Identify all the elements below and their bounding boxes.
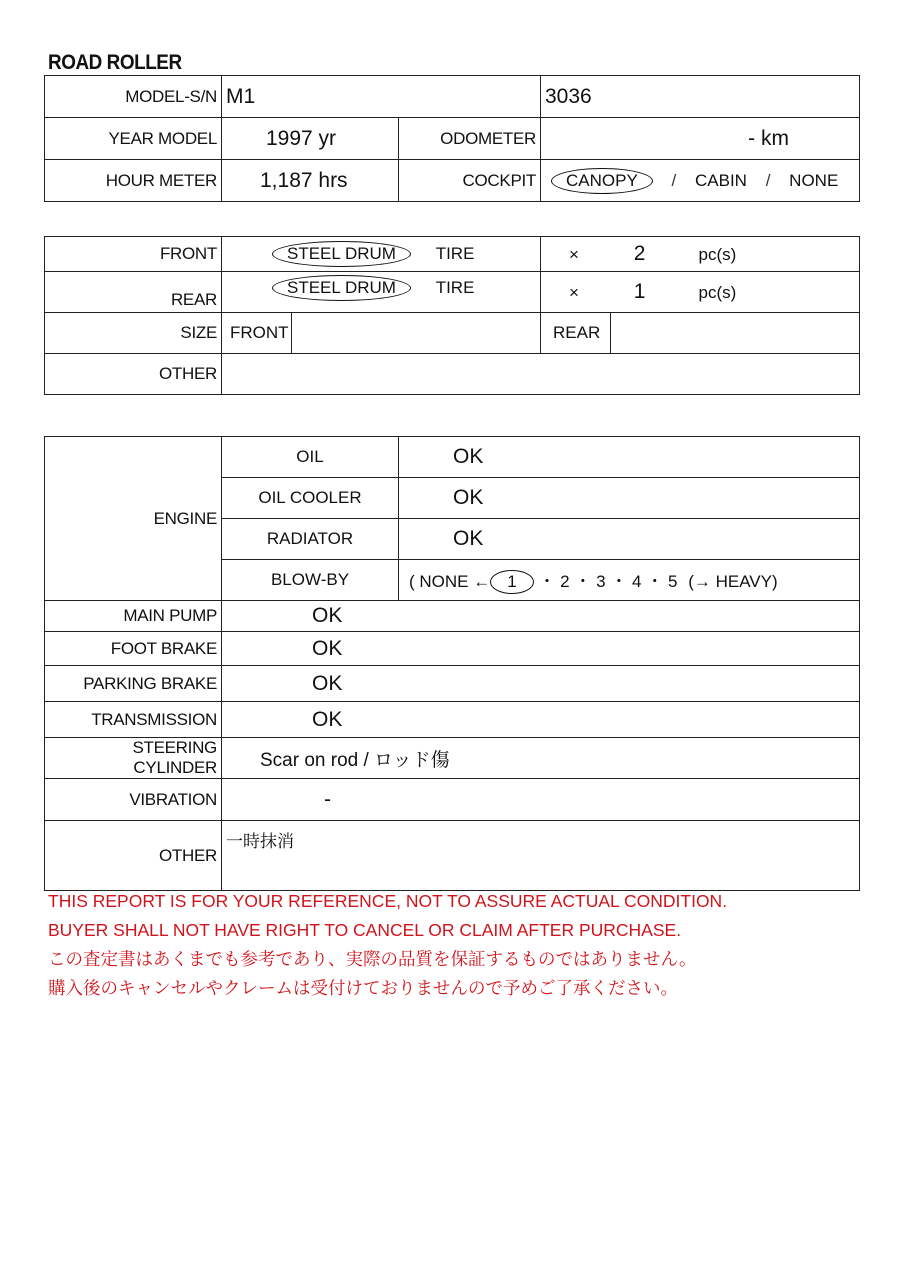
- serial-value: 3036: [541, 76, 860, 118]
- front-label: FRONT: [45, 237, 222, 272]
- blowby-dot: ・: [610, 571, 628, 591]
- front-times: ×: [569, 245, 579, 264]
- cockpit-slash: /: [765, 170, 771, 190]
- transmission-label: TRANSMISSION: [45, 702, 222, 738]
- size-front-value: [292, 313, 541, 354]
- blowby-scale: [399, 560, 860, 601]
- size-label: SIZE: [45, 313, 222, 354]
- model-sn-label: MODEL-S/N: [45, 76, 222, 118]
- hour-meter-label: HOUR METER: [45, 160, 222, 202]
- steering-value: Scar on rod / ロッド傷: [222, 738, 860, 779]
- engine-label: ENGINE: [45, 437, 222, 601]
- cockpit-slash: /: [671, 170, 677, 190]
- vibration-value: -: [222, 779, 860, 821]
- inspection-other-label: OTHER: [45, 821, 222, 891]
- oil-label: OIL: [222, 437, 399, 478]
- rear-count: 1: [633, 280, 646, 303]
- rear-tire-option: TIRE: [435, 278, 475, 297]
- blowby-label: BLOW-BY: [222, 560, 399, 601]
- radiator-value: OK: [399, 519, 860, 560]
- inspection-other-value: 一時抹消: [222, 821, 860, 891]
- blowby-start: ( NONE ←: [409, 571, 491, 591]
- disclaimer-line-3: この査定書はあくまでも参考であり、実際の品質を保証するものではありません。: [48, 949, 697, 969]
- page-title: ROAD ROLLER: [48, 51, 182, 74]
- parking-brake-value: OK: [222, 666, 860, 702]
- tire-other-value: [222, 354, 860, 395]
- odometer-value: - km: [541, 118, 860, 160]
- radiator-label: RADIATOR: [222, 519, 399, 560]
- blowby-dot: ・: [574, 571, 592, 591]
- parking-brake-label: PARKING BRAKE: [45, 666, 222, 702]
- disclaimer: [48, 887, 727, 1003]
- disclaimer-line-1: THIS REPORT IS FOR YOUR REFERENCE, NOT TO ASSURE ACTUAL CONDITION.: [48, 891, 728, 911]
- size-front-label: FRONT: [222, 313, 292, 354]
- year-label: YEAR MODEL: [45, 118, 222, 160]
- cockpit-none: NONE: [789, 170, 839, 190]
- odometer-label: ODOMETER: [399, 118, 541, 160]
- year-value: 1997 yr: [222, 118, 399, 160]
- front-count: 2: [633, 242, 646, 265]
- front-unit: pc(s): [698, 245, 737, 264]
- blowby-end: (→ HEAVY): [688, 571, 778, 591]
- oil-cooler-value: OK: [399, 478, 860, 519]
- machine-info-table: [44, 75, 860, 202]
- size-rear-label: REAR: [541, 313, 611, 354]
- blowby-level-4: 4: [632, 571, 642, 591]
- hour-meter-value: 1,187 hrs: [222, 160, 399, 202]
- rear-steel-drum-selected: STEEL DRUM: [272, 275, 411, 301]
- blowby-dot: ・: [646, 571, 664, 591]
- tire-other-label: OTHER: [45, 354, 222, 395]
- cockpit-cabin: CABIN: [695, 170, 747, 190]
- cockpit-options: [541, 160, 860, 202]
- blowby-dot: ・: [538, 571, 556, 591]
- blowby-level-2: 2: [560, 571, 570, 591]
- tire-table: [44, 236, 860, 395]
- oil-value: OK: [399, 437, 860, 478]
- front-tire-option: TIRE: [435, 244, 475, 263]
- blowby-level-1-selected: 1: [490, 570, 533, 594]
- cockpit-label: COCKPIT: [399, 160, 541, 202]
- oil-cooler-label: OIL COOLER: [222, 478, 399, 519]
- size-rear-value: [611, 313, 860, 354]
- transmission-value: OK: [222, 702, 860, 738]
- rear-label: REAR: [45, 272, 222, 313]
- front-steel-drum-selected: STEEL DRUM: [272, 241, 411, 267]
- disclaimer-line-4: 購入後のキャンセルやクレームは受付けておりませんので予めご了承ください。: [48, 978, 678, 998]
- vibration-label: VIBRATION: [45, 779, 222, 821]
- rear-times: ×: [569, 283, 579, 302]
- disclaimer-line-2: BUYER SHALL NOT HAVE RIGHT TO CANCEL OR CLAIM AFTER PURCHASE.: [48, 920, 682, 940]
- foot-brake-label: FOOT BRAKE: [45, 632, 222, 666]
- steering-label: STEERING CYLINDER: [45, 738, 222, 779]
- foot-brake-value: OK: [222, 632, 860, 666]
- rear-unit: pc(s): [698, 283, 737, 302]
- main-pump-value: OK: [222, 601, 860, 632]
- cockpit-canopy-selected: CANOPY: [551, 168, 653, 194]
- model-value: M1: [222, 76, 541, 118]
- blowby-level-5: 5: [667, 571, 678, 591]
- inspection-table: [44, 436, 860, 891]
- blowby-level-3: 3: [596, 571, 606, 591]
- main-pump-label: MAIN PUMP: [45, 601, 222, 632]
